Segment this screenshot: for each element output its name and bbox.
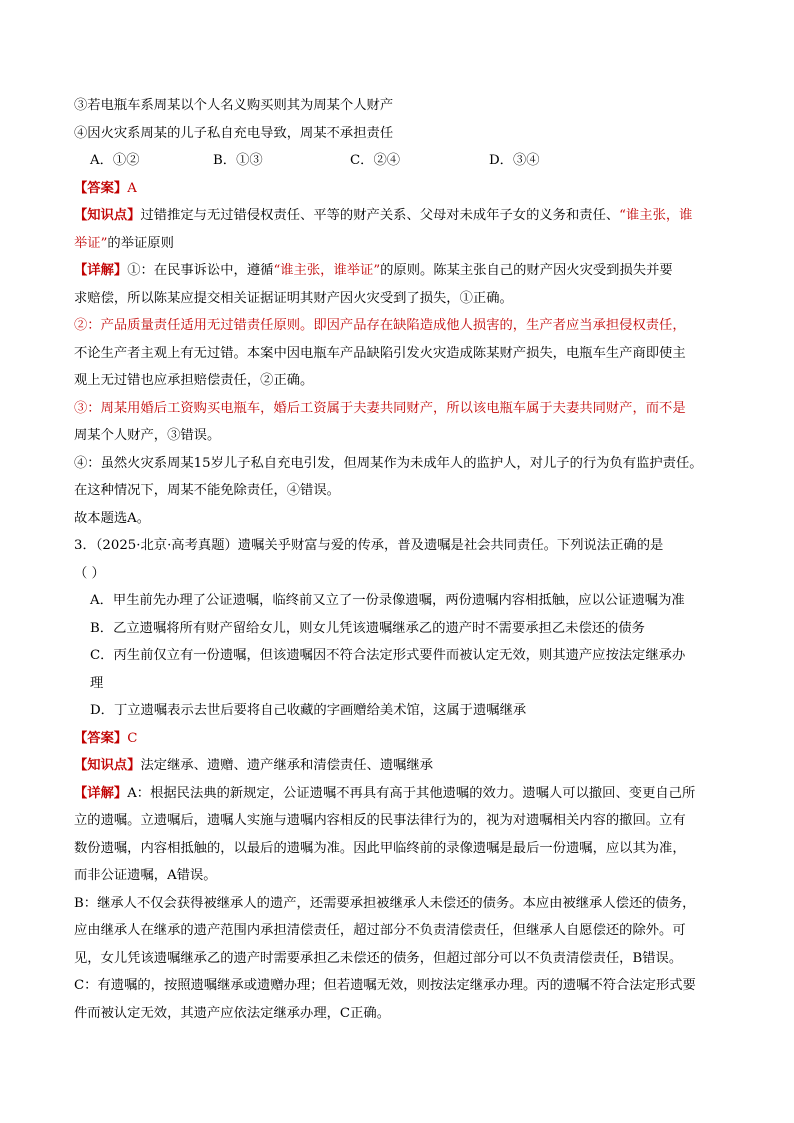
knowledge-point-line-1: 【知识点】过错推定与无过错侵权责任、平等的财产关系、父母对未成年子女的义务和责任、“谁主张，谁: [74, 208, 693, 223]
knowledge-point-tag: 【知识点】: [74, 208, 141, 223]
detail-paragraph-3-line-2: 周某个人财产，③错误。: [74, 428, 221, 443]
answer-options: [74, 147, 724, 175]
detail-paragraph-2-line-2: 不论生产者主观上有无过错。本案中因电瓶车产品缺陷引发火灾造成陈某财产损失，电瓶车生产商即使主: [74, 345, 686, 361]
detail-paragraph-3-line-1: ③：周某用婚后工资购买电瓶车，婚后工资属于夫妻共同财产，所以该电瓶车属于夫妻共同财产，而不是: [74, 400, 686, 416]
question-3-detail-b-3: 见，女儿凭该遗嘱继承乙的遗产时需要承担乙未偿还的债务，但超过部分可以不负责清偿责任，B错误。: [74, 950, 683, 966]
answer-row: [74, 175, 724, 203]
question-3-detail-b-1: B：继承人不仅会获得被继承人的遗产，还需要承担被继承人未偿还的债务。本应由被继承人偿还的债务，: [74, 895, 696, 911]
detail-line-2: 求赔偿，所以陈某应提交相关证据证明其财产因火灾受到了损失，①正确。: [74, 290, 513, 306]
answer-tag: 【答案】: [74, 180, 128, 196]
question-3-option-b: B．乙立遗嘱将所有财产留给女儿，则女儿凭该遗嘱继承乙的遗产时不需要承担乙未偿还的债务: [90, 620, 645, 636]
detail-tag: 【详解】: [74, 263, 128, 278]
option-c: C．②④: [350, 153, 401, 168]
answer-value: A: [127, 180, 137, 196]
question-3-detail-a-3: 数份遗嘱，内容相抵触的，以最后的遗嘱为准。因此甲临终前的录像遗嘱是最后一份遗嘱，应以其为准，: [74, 840, 686, 856]
question-3-option-c-cont: 理: [90, 675, 104, 691]
detail-paragraph-2-line-3: 观上无过错也应承担赔偿责任，②正确。: [74, 373, 314, 388]
statement-4: ④因火灾系周某的儿子私自充电导致，周某不承担责任: [74, 125, 394, 141]
document-page: [74, 92, 724, 1027]
question-3-bracket: （ ）: [74, 565, 105, 581]
option-d: D．③④: [489, 153, 540, 168]
question-3-option-d: D．丁立遗嘱表示去世后要将自己收藏的字画赠给美术馆，这属于遗嘱继承: [90, 703, 527, 718]
knowledge-point-tag: 【知识点】: [74, 758, 141, 773]
question-3-answer: [74, 725, 724, 753]
answer-value: C: [127, 730, 138, 746]
knowledge-point-line-2: 举证”的举证原则: [74, 235, 174, 251]
option-b: B．①③: [213, 153, 263, 168]
detail-paragraph-4-line-1: ④：虽然火灾系周某15岁儿子私自充电引发，但周某作为未成年人的监护人，对儿子的行为负有监护责任。: [74, 455, 703, 471]
question-3-knowledge-point: 【知识点】法定继承、遗赠、遗产继承和清偿责任、遗嘱继承: [74, 758, 434, 773]
question-3-detail-a-2: 立的遗嘱。立遗嘱后，遗嘱人实施与遗嘱内容相反的民事法律行为的，视为对遗嘱相关内容的撤回。立有: [74, 813, 686, 828]
question-3-detail-c-2: 件而被认定无效，其遗产应依法定继承办理，C正确。: [74, 1005, 391, 1021]
option-a: A．①②: [90, 153, 140, 168]
detail-paragraph-2-line-1: ②：产品质量责任适用无过错责任原则。即因产品存在缺陷造成他人损害的，生产者应当承担侵权责任，: [74, 318, 686, 333]
question-3-detail-c-1: C：有遗嘱的，按照遗嘱继承或遗赠办理；但若遗嘱无效，则按法定继承办理。丙的遗嘱不符合法定形式要: [74, 978, 696, 993]
question-3-option-c: C．丙生前仅立有一份遗嘱，但该遗嘱因不符合法定形式要件而被认定无效，则其遗产应按法定继承办: [90, 648, 686, 663]
question-3-stem: 3．（2025·北京·高考真题）遗嘱关乎财富与爱的传承，普及遗嘱是社会共同责任。下列说法正确的是: [74, 538, 664, 553]
question-3-detail-b-2: 应由继承人在继承的遗产范围内承担清偿责任，超过部分不负责清偿责任，但继承人自愿偿还的除外。可: [74, 923, 686, 938]
question-number: 3．: [74, 538, 96, 553]
statement-3: ③若电瓶车系周某以个人名义购买则其为周某个人财产: [74, 98, 394, 113]
detail-line-1: 【详解】①：在民事诉讼中，遵循“谁主张，谁举证”的原则。陈某主张自己的财产因火灾受到损失并要: [74, 263, 673, 278]
question-3-option-a: A．甲生前先办理了公证遗嘱，临终前又立了一份录像遗嘱，两份遗嘱内容相抵触，应以公证遗嘱为准: [90, 593, 685, 608]
detail-paragraph-4-line-2: 在这种情况下，周某不能免除责任，④错误。: [74, 483, 340, 498]
answer-tag: 【答案】: [74, 730, 128, 746]
question-source: （2025·北京·高考真题）: [95, 538, 238, 553]
question-3-detail-a-1: 【详解】A：根据民法典的新规定，公证遗嘱不再具有高于其他遗嘱的效力。遗嘱人可以撤回、变更自己所: [74, 785, 696, 801]
question-3-detail-a-4: 而非公证遗嘱，A错误。: [74, 868, 217, 883]
conclusion: 故本题选A。: [74, 510, 151, 526]
detail-tag: 【详解】: [74, 785, 128, 801]
